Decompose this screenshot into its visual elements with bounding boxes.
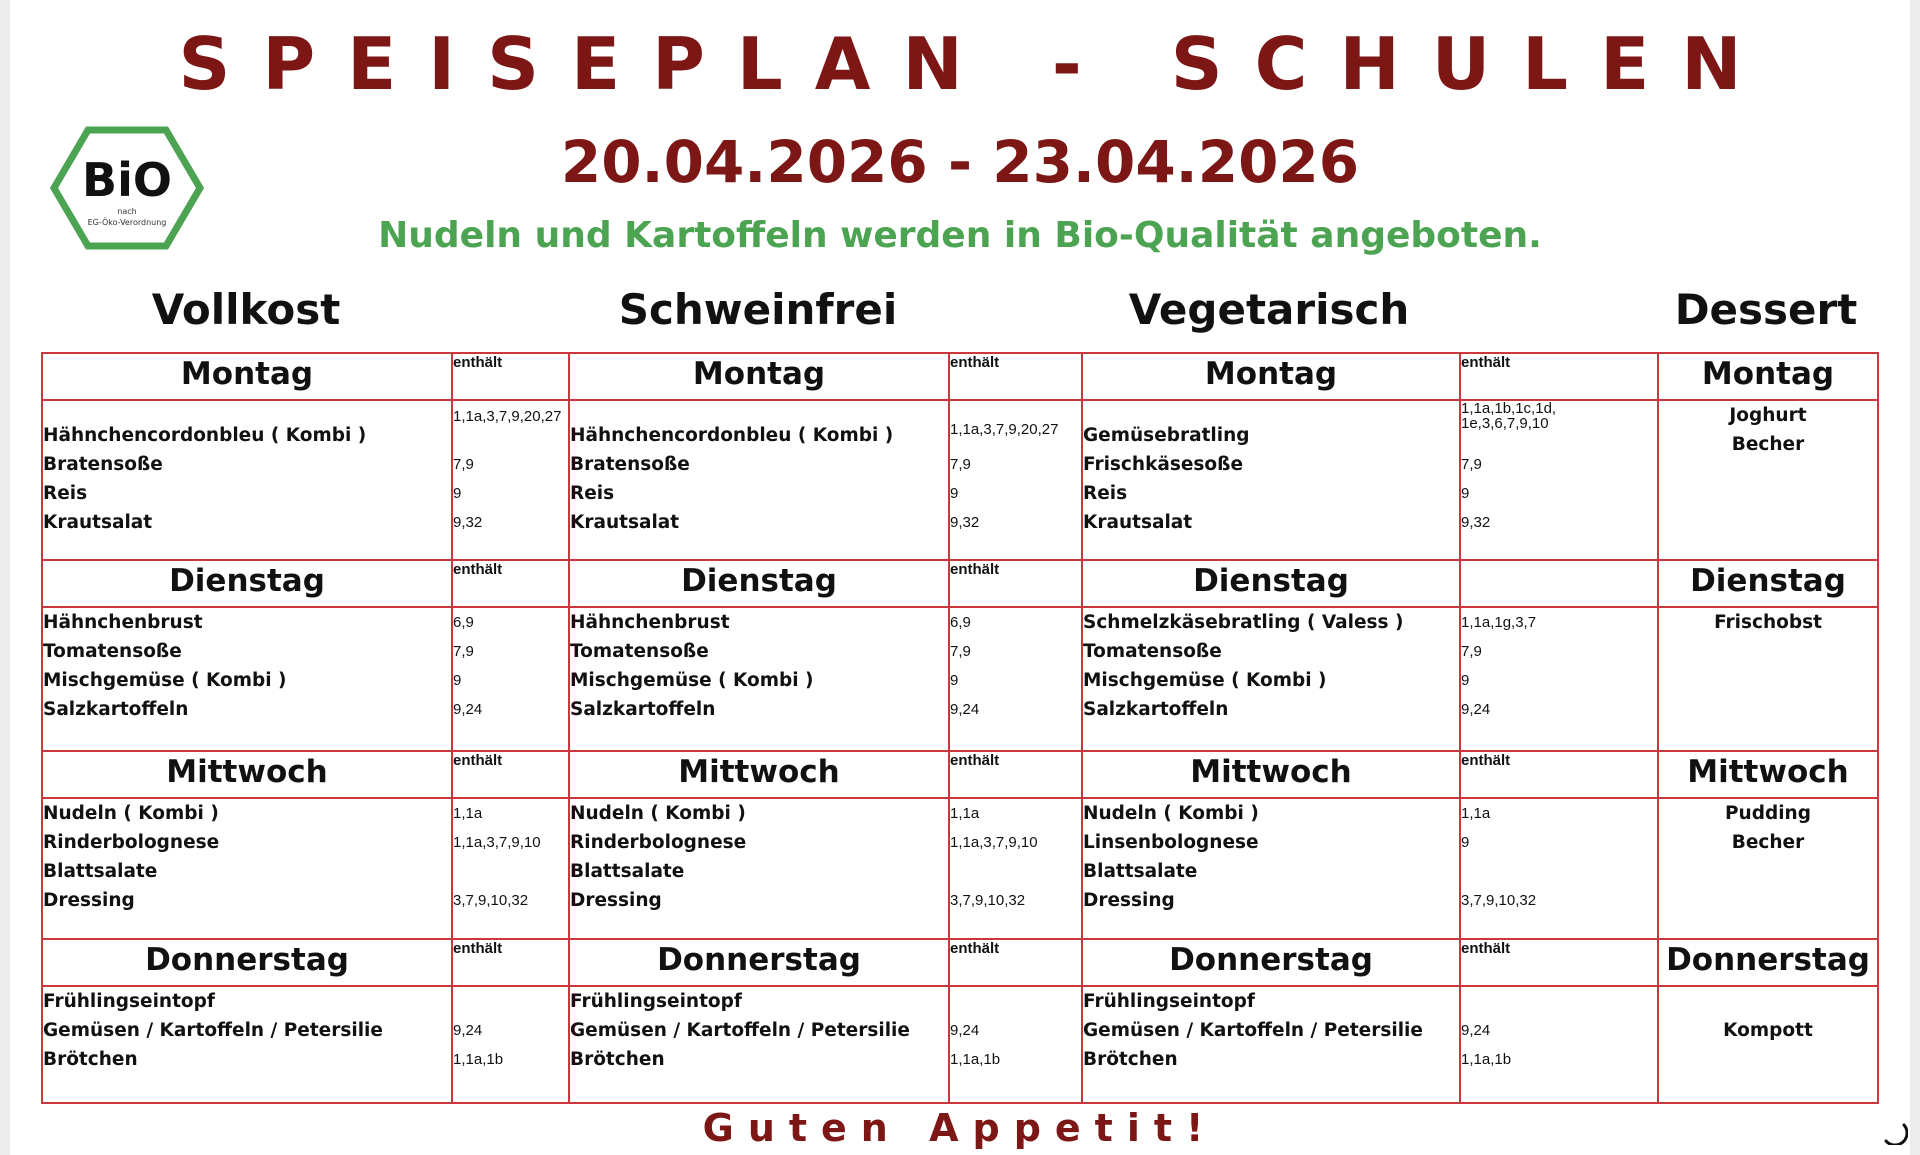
allergen-codes: 9,32 [453, 514, 483, 531]
dessert-cell [1658, 798, 1878, 939]
allergen-codes: 3,7,9,10,32 [1461, 892, 1537, 909]
day-name: Donnerstag [1082, 939, 1460, 986]
dishes-cell [569, 400, 949, 560]
dessert-item: Becher [1731, 434, 1805, 455]
dish-name: Brötchen [1083, 1049, 1178, 1070]
day-name: Mittwoch [42, 751, 452, 798]
day-name: Montag [42, 353, 452, 400]
day-name: Mittwoch [1082, 751, 1460, 798]
dish-name: Blattsalate [1083, 861, 1198, 882]
allergen-codes: 9 [453, 672, 462, 689]
dish-name: Tomatensoße [1083, 641, 1222, 662]
allergen-codes: 1,1a,3,7,9,10 [453, 834, 541, 851]
dishes-cell [42, 400, 452, 560]
contains-label: enthält [949, 560, 1082, 607]
allergen-codes: 9 [453, 485, 462, 502]
dessert-cell [1658, 400, 1878, 560]
dessert-item: Kompott [1723, 1020, 1813, 1041]
dish-name: Tomatensoße [43, 641, 182, 662]
allergen-codes: 6,9 [950, 614, 971, 631]
codes-cell [1460, 400, 1658, 560]
dishes-cell [569, 607, 949, 751]
allergen-codes [950, 987, 1081, 1016]
dessert-cell [1658, 607, 1878, 751]
dish-name: Hähnchenbrust [43, 612, 203, 633]
dish-name: Nudeln ( Kombi ) [43, 803, 219, 824]
dish-name: Frühlingseintopf [43, 991, 215, 1012]
allergen-codes: 1,1a,1b [950, 1051, 1001, 1068]
allergen-codes: 9,32 [950, 514, 980, 531]
codes-cell [949, 400, 1082, 560]
allergen-codes: 9,24 [1461, 701, 1491, 718]
dessert-item: Frischobst [1714, 612, 1822, 633]
dish-name: Gemüsen / Kartoffeln / Petersilie [43, 1020, 383, 1041]
allergen-codes: 9 [1461, 834, 1470, 851]
allergen-codes: 9,24 [950, 701, 980, 718]
dish-name: Frühlingseintopf [1083, 991, 1255, 1012]
dish-name: Krautsalat [570, 512, 680, 533]
dessert-item: Joghurt [1729, 405, 1807, 426]
day-name: Montag [1658, 353, 1878, 400]
dish-name: Hähnchencordonbleu ( Kombi ) [43, 425, 367, 446]
allergen-codes [950, 857, 1081, 886]
dishes-cell [569, 986, 949, 1103]
bio-notice: Nudeln und Kartoffeln werden in Bio-Qualität angeboten. [378, 215, 1542, 256]
dishes-cell [1082, 798, 1460, 939]
allergen-codes: 1,1a,3,7,9,10 [950, 834, 1038, 851]
contains-label: enthält [452, 939, 569, 986]
day-header-row [42, 353, 1878, 400]
heading-vegetarisch: Vegetarisch [1128, 285, 1410, 334]
codes-cell [949, 986, 1082, 1103]
dish-name: Bratensoße [570, 454, 690, 475]
allergen-codes: 7,9 [950, 643, 971, 660]
day-menu-row [42, 798, 1878, 939]
dish-name: Gemüsebratling [1083, 425, 1250, 446]
dish-name: Gemüsen / Kartoffeln / Petersilie [1083, 1020, 1423, 1041]
allergen-codes: 7,9 [453, 456, 474, 473]
dish-name: Salzkartoffeln [1083, 699, 1229, 720]
dish-name: Frischkäsesoße [1083, 454, 1243, 475]
day-name: Dienstag [569, 560, 949, 607]
dishes-cell [1082, 986, 1460, 1103]
dish-name: Tomatensoße [570, 641, 709, 662]
allergen-codes: 9 [950, 672, 959, 689]
day-name: Montag [569, 353, 949, 400]
allergen-codes: 1,1a [453, 805, 483, 822]
day-menu-row [42, 400, 1878, 560]
dish-name: Mischgemüse ( Kombi ) [43, 670, 287, 691]
dish-name: Mischgemüse ( Kombi ) [570, 670, 814, 691]
dish-name: Nudeln ( Kombi ) [570, 803, 746, 824]
contains-label: enthält [949, 353, 1082, 400]
codes-cell [452, 986, 569, 1103]
dish-name: Blattsalate [43, 861, 158, 882]
day-menu-row [42, 986, 1878, 1103]
dessert-item: Pudding [1725, 803, 1811, 824]
dish-name: Krautsalat [1083, 512, 1193, 533]
dish-name: Schmelzkäsebratling ( Valess ) [1083, 612, 1404, 633]
allergen-codes: 3,7,9,10,32 [453, 892, 529, 909]
allergen-codes: 7,9 [1461, 643, 1482, 660]
dish-name: Brötchen [570, 1049, 665, 1070]
contains-label: enthält [452, 560, 569, 607]
heading-schweinfrei: Schweinfrei [618, 285, 898, 334]
dish-name: Dressing [43, 890, 135, 911]
day-name: Mittwoch [569, 751, 949, 798]
codes-cell [452, 400, 569, 560]
allergen-codes: 9,24 [453, 1022, 483, 1039]
dish-name: Gemüsen / Kartoffeln / Petersilie [570, 1020, 910, 1041]
dish-name: Frühlingseintopf [570, 991, 742, 1012]
dish-name: Hähnchencordonbleu ( Kombi ) [570, 425, 894, 446]
allergen-codes: 1,1a,3,7,9,20,27 [950, 421, 1059, 438]
contains-label: enthält [949, 751, 1082, 798]
allergen-codes: 9,24 [1461, 1022, 1491, 1039]
allergen-codes: 1,1a,1g,3,7 [1461, 614, 1537, 631]
allergen-codes: 7,9 [950, 456, 971, 473]
dish-name: Brötchen [43, 1049, 138, 1070]
allergen-codes [453, 857, 568, 886]
dish-name: Mischgemüse ( Kombi ) [1083, 670, 1327, 691]
codes-cell [1460, 798, 1658, 939]
allergen-codes: 7,9 [453, 643, 474, 660]
allergen-codes: 1,1a,1b,1c,1d, 1e,3,6,7,9,10 [1461, 400, 1557, 432]
codes-cell [1460, 986, 1658, 1103]
dish-name: Nudeln ( Kombi ) [1083, 803, 1259, 824]
footer-greeting: Guten Appetit! [702, 1106, 1218, 1150]
codes-cell [1460, 607, 1658, 751]
allergen-codes: 9 [1461, 672, 1470, 689]
allergen-codes: 1,1a,1b [1461, 1051, 1512, 1068]
heading-vollkost: Vollkost [151, 285, 341, 334]
day-menu-row [42, 607, 1878, 751]
bio-logo-line1: nach [117, 207, 137, 216]
dish-name: Bratensoße [43, 454, 163, 475]
dish-name: Dressing [1083, 890, 1175, 911]
menu-table [41, 352, 1879, 1104]
contains-label-empty [1460, 560, 1658, 607]
dish-name: Rinderbolognese [570, 832, 747, 853]
codes-cell [949, 798, 1082, 939]
codes-cell [949, 607, 1082, 751]
allergen-codes: 9 [950, 485, 959, 502]
allergen-codes: 1,1a [1461, 805, 1491, 822]
allergen-codes: 6,9 [453, 614, 474, 631]
day-name: Donnerstag [569, 939, 949, 986]
dish-name: Krautsalat [43, 512, 153, 533]
dishes-cell [1082, 400, 1460, 560]
bio-logo-line2: EG-Öko-Verordnung [87, 218, 167, 227]
date-range: 20.04.2026 - 23.04.2026 [560, 128, 1360, 196]
dishes-cell [42, 986, 452, 1103]
allergen-codes: 1,1a [950, 805, 980, 822]
allergen-codes [1461, 857, 1657, 886]
contains-label: enthält [452, 353, 569, 400]
day-name: Dienstag [1658, 560, 1878, 607]
day-name: Donnerstag [1658, 939, 1878, 986]
allergen-codes: 9,24 [950, 1022, 980, 1039]
dish-name: Dressing [570, 890, 662, 911]
allergen-codes: 1,1a,3,7,9,20,27 [453, 408, 562, 425]
allergen-codes: 7,9 [1461, 456, 1482, 473]
dishes-cell [42, 798, 452, 939]
page-title: SPEISEPLAN - SCHULEN [178, 22, 1774, 106]
dessert-cell [1658, 986, 1878, 1103]
dishes-cell [42, 607, 452, 751]
heading-dessert: Dessert [1674, 285, 1858, 334]
dish-name: Reis [570, 483, 615, 504]
day-header-row [42, 560, 1878, 607]
day-name: Montag [1082, 353, 1460, 400]
allergen-codes: 9,24 [453, 701, 483, 718]
codes-cell [452, 798, 569, 939]
dish-name: Blattsalate [570, 861, 685, 882]
day-name: Dienstag [42, 560, 452, 607]
allergen-codes [453, 987, 568, 1016]
contains-label: enthält [1460, 751, 1658, 798]
contains-label: enthält [452, 751, 569, 798]
bio-logo-text: BiO [82, 153, 172, 207]
allergen-codes: 9 [1461, 485, 1470, 502]
dessert-item: Becher [1731, 832, 1805, 853]
day-name: Donnerstag [42, 939, 452, 986]
day-header-row [42, 751, 1878, 798]
dishes-cell [1082, 607, 1460, 751]
allergen-codes [1461, 987, 1657, 1016]
day-name: Dienstag [1082, 560, 1460, 607]
day-header-row [42, 939, 1878, 986]
allergen-codes: 3,7,9,10,32 [950, 892, 1026, 909]
dish-name: Salzkartoffeln [43, 699, 189, 720]
dish-name: Hähnchenbrust [570, 612, 730, 633]
contains-label: enthält [1460, 353, 1658, 400]
contains-label: enthält [949, 939, 1082, 986]
allergen-codes: 9,32 [1461, 514, 1491, 531]
allergen-codes: 1,1a,1b [453, 1051, 504, 1068]
contains-label: enthält [1460, 939, 1658, 986]
codes-cell [452, 607, 569, 751]
dish-name: Reis [43, 483, 88, 504]
dish-name: Salzkartoffeln [570, 699, 716, 720]
dishes-cell [569, 798, 949, 939]
dish-name: Reis [1083, 483, 1128, 504]
dish-name: Rinderbolognese [43, 832, 220, 853]
loading-spinner-icon [1880, 1117, 1908, 1145]
day-name: Mittwoch [1658, 751, 1878, 798]
dish-name: Linsenbolognese [1083, 832, 1259, 853]
